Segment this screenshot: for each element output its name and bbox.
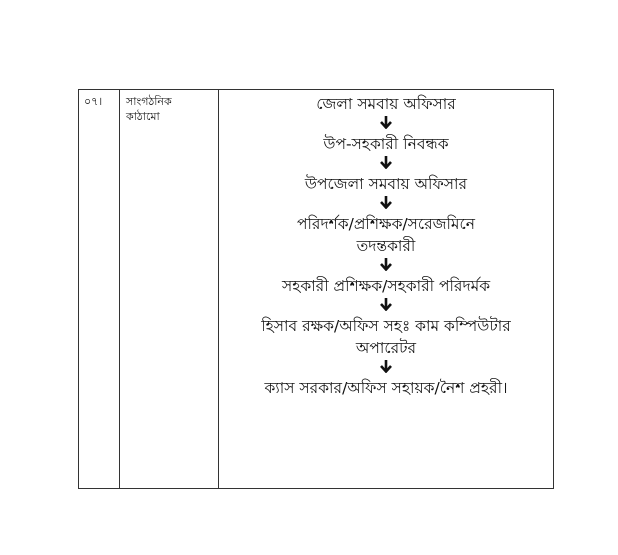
subject-line-2: কাঠামো xyxy=(126,110,160,123)
arrow-down-icon xyxy=(379,257,393,271)
arrow-down-icon xyxy=(379,359,393,373)
hierarchy-item xyxy=(305,173,467,195)
hierarchy-list xyxy=(219,93,553,399)
arrow-down-icon xyxy=(379,155,393,169)
hierarchy-item-line: উপ-সহকারী নিবন্ধক xyxy=(323,135,449,153)
organization-table xyxy=(78,89,554,489)
arrow-down-icon xyxy=(379,297,393,311)
hierarchy-item xyxy=(264,377,507,399)
hierarchy-item-line: উপজেলা সমবায় অফিসার xyxy=(304,175,468,193)
hierarchy-item-line: জেলা সমবায় অফিসার xyxy=(316,95,456,113)
serial-number: ০৭। xyxy=(84,95,103,108)
hierarchy-item-line: পরিদর্শক/প্রশিক্ষক/সরেজমিনে xyxy=(296,215,476,233)
hierarchy-cell xyxy=(219,90,553,488)
arrow-down-icon xyxy=(379,195,393,209)
hierarchy-item-line: অপারেটর xyxy=(355,339,417,357)
arrow-down-icon xyxy=(379,115,393,129)
serial-cell xyxy=(79,90,120,488)
hierarchy-item xyxy=(323,133,448,155)
hierarchy-item-line: ক্যাস সরকার/অফিস সহায়ক/নৈশ প্রহরী। xyxy=(264,379,508,397)
hierarchy-item-line: সহকারী প্রশিক্ষক/সহকারী পরিদর্মক xyxy=(281,277,491,295)
subject-cell xyxy=(120,90,219,488)
hierarchy-item xyxy=(261,315,511,359)
hierarchy-item xyxy=(316,93,456,115)
hierarchy-item xyxy=(282,275,490,297)
subject-line-1: সাংগঠনিক xyxy=(126,95,172,108)
hierarchy-item xyxy=(297,213,475,257)
hierarchy-item-line: তদন্তকারী xyxy=(356,237,416,255)
hierarchy-item-line: হিসাব রক্ষক/অফিস সহঃ কাম কম্পিউটার xyxy=(261,317,511,335)
